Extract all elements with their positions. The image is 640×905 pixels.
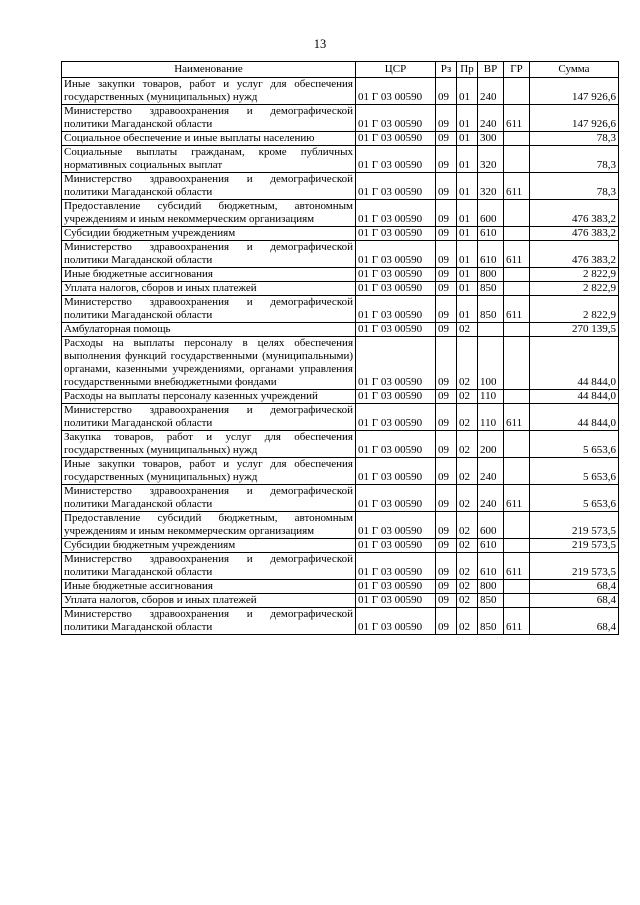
row-gr: 611 xyxy=(504,296,530,323)
table-row xyxy=(62,227,619,241)
row-pr: 02 xyxy=(457,594,478,608)
row-csr: 01 Г 03 00590 xyxy=(356,227,436,241)
row-rz: 09 xyxy=(436,146,457,173)
row-vr: 610 xyxy=(478,539,504,553)
row-vr: 600 xyxy=(478,512,504,539)
table-header-row xyxy=(62,62,619,78)
row-rz: 09 xyxy=(436,431,457,458)
row-vr: 240 xyxy=(478,78,504,105)
table-row xyxy=(62,337,619,390)
table-row xyxy=(62,431,619,458)
row-gr xyxy=(504,431,530,458)
row-gr xyxy=(504,132,530,146)
row-rz: 09 xyxy=(436,173,457,200)
row-sum: 2 822,9 xyxy=(530,282,619,296)
table-row xyxy=(62,241,619,268)
row-rz: 09 xyxy=(436,485,457,512)
table-row xyxy=(62,173,619,200)
row-vr: 610 xyxy=(478,227,504,241)
row-pr: 01 xyxy=(457,173,478,200)
row-gr xyxy=(504,390,530,404)
table-row xyxy=(62,580,619,594)
table-row xyxy=(62,78,619,105)
header-pr: Пр xyxy=(457,62,478,78)
row-name: Министерство здравоохранения и демографической политики Магаданской области xyxy=(62,296,356,323)
row-name: Министерство здравоохранения и демографической политики Магаданской области xyxy=(62,241,356,268)
row-rz: 09 xyxy=(436,296,457,323)
table-row xyxy=(62,553,619,580)
row-rz: 09 xyxy=(436,539,457,553)
row-pr: 02 xyxy=(457,539,478,553)
page-number: 13 xyxy=(313,37,327,51)
row-sum: 2 822,9 xyxy=(530,268,619,282)
row-name: Расходы на выплаты персоналу в целях обеспечения выполнения функций государственными (муниципальными) органами, казенными учреждениями, органами управления государственными внебюджетными фондами xyxy=(62,337,356,390)
row-pr: 02 xyxy=(457,337,478,390)
row-rz: 09 xyxy=(436,323,457,337)
row-name: Министерство здравоохранения и демографической политики Магаданской области xyxy=(62,404,356,431)
row-rz: 09 xyxy=(436,553,457,580)
row-pr: 02 xyxy=(457,390,478,404)
row-sum: 68,4 xyxy=(530,594,619,608)
header-rz: Рз xyxy=(436,62,457,78)
row-sum: 68,4 xyxy=(530,608,619,635)
header-csr: ЦСР xyxy=(356,62,436,78)
row-sum: 147 926,6 xyxy=(530,78,619,105)
row-sum: 78,3 xyxy=(530,132,619,146)
row-gr xyxy=(504,282,530,296)
row-rz: 09 xyxy=(436,78,457,105)
table-row xyxy=(62,458,619,485)
row-rz: 09 xyxy=(436,105,457,132)
row-name: Субсидии бюджетным учреждениям xyxy=(62,539,356,553)
table-row xyxy=(62,485,619,512)
row-name: Министерство здравоохранения и демографической политики Магаданской области xyxy=(62,608,356,635)
row-csr: 01 Г 03 00590 xyxy=(356,78,436,105)
row-gr xyxy=(504,227,530,241)
row-gr: 611 xyxy=(504,404,530,431)
row-csr: 01 Г 03 00590 xyxy=(356,200,436,227)
row-sum: 476 383,2 xyxy=(530,200,619,227)
table-row xyxy=(62,594,619,608)
row-csr: 01 Г 03 00590 xyxy=(356,539,436,553)
row-csr: 01 Г 03 00590 xyxy=(356,146,436,173)
row-gr xyxy=(504,458,530,485)
row-rz: 09 xyxy=(436,132,457,146)
row-sum: 270 139,5 xyxy=(530,323,619,337)
row-csr: 01 Г 03 00590 xyxy=(356,485,436,512)
row-name: Министерство здравоохранения и демографической политики Магаданской области xyxy=(62,553,356,580)
row-pr: 01 xyxy=(457,78,478,105)
row-csr: 01 Г 03 00590 xyxy=(356,512,436,539)
row-gr: 611 xyxy=(504,241,530,268)
table-row xyxy=(62,608,619,635)
row-vr: 240 xyxy=(478,458,504,485)
row-rz: 09 xyxy=(436,404,457,431)
row-name: Закупка товаров, работ и услуг для обеспечения государственных (муниципальных) нужд xyxy=(62,431,356,458)
row-gr: 611 xyxy=(504,105,530,132)
row-gr: 611 xyxy=(504,608,530,635)
row-gr: 611 xyxy=(504,553,530,580)
row-pr: 01 xyxy=(457,296,478,323)
row-csr: 01 Г 03 00590 xyxy=(356,404,436,431)
row-pr: 01 xyxy=(457,282,478,296)
row-rz: 09 xyxy=(436,458,457,485)
row-sum: 219 573,5 xyxy=(530,553,619,580)
row-csr: 01 Г 03 00590 xyxy=(356,105,436,132)
row-vr: 110 xyxy=(478,404,504,431)
budget-table xyxy=(61,61,619,635)
row-csr: 01 Г 03 00590 xyxy=(356,553,436,580)
row-rz: 09 xyxy=(436,608,457,635)
row-gr xyxy=(504,512,530,539)
row-rz: 09 xyxy=(436,282,457,296)
row-pr: 01 xyxy=(457,200,478,227)
row-name: Предоставление субсидий бюджетным, автономным учреждениям и иным некоммерческим организациям xyxy=(62,200,356,227)
row-gr xyxy=(504,200,530,227)
row-gr xyxy=(504,146,530,173)
header-sum: Сумма xyxy=(530,62,619,78)
row-csr: 01 Г 03 00590 xyxy=(356,608,436,635)
row-csr: 01 Г 03 00590 xyxy=(356,390,436,404)
row-name: Уплата налогов, сборов и иных платежей xyxy=(62,282,356,296)
row-csr: 01 Г 03 00590 xyxy=(356,323,436,337)
row-csr: 01 Г 03 00590 xyxy=(356,594,436,608)
row-csr: 01 Г 03 00590 xyxy=(356,132,436,146)
table-row xyxy=(62,390,619,404)
row-vr: 600 xyxy=(478,200,504,227)
table-row xyxy=(62,105,619,132)
row-gr xyxy=(504,78,530,105)
row-name: Министерство здравоохранения и демографической политики Магаданской области xyxy=(62,105,356,132)
row-rz: 09 xyxy=(436,241,457,268)
row-name: Иные бюджетные ассигнования xyxy=(62,580,356,594)
row-csr: 01 Г 03 00590 xyxy=(356,337,436,390)
row-sum: 219 573,5 xyxy=(530,512,619,539)
table-body xyxy=(62,78,619,635)
row-name: Социальное обеспечение и иные выплаты населению xyxy=(62,132,356,146)
row-sum: 2 822,9 xyxy=(530,296,619,323)
row-sum: 219 573,5 xyxy=(530,539,619,553)
row-pr: 01 xyxy=(457,241,478,268)
table-row xyxy=(62,146,619,173)
row-name: Иные закупки товаров, работ и услуг для обеспечения государственных (муниципальных) нужд xyxy=(62,78,356,105)
row-name: Расходы на выплаты персоналу казенных учреждений xyxy=(62,390,356,404)
row-csr: 01 Г 03 00590 xyxy=(356,241,436,268)
table-row xyxy=(62,404,619,431)
row-pr: 02 xyxy=(457,431,478,458)
row-name: Министерство здравоохранения и демографической политики Магаданской области xyxy=(62,485,356,512)
table-row xyxy=(62,132,619,146)
row-pr: 02 xyxy=(457,608,478,635)
row-csr: 01 Г 03 00590 xyxy=(356,431,436,458)
row-pr: 01 xyxy=(457,227,478,241)
row-rz: 09 xyxy=(436,580,457,594)
table-row xyxy=(62,539,619,553)
row-rz: 09 xyxy=(436,227,457,241)
row-name: Иные бюджетные ассигнования xyxy=(62,268,356,282)
row-pr: 01 xyxy=(457,132,478,146)
row-vr: 800 xyxy=(478,268,504,282)
row-csr: 01 Г 03 00590 xyxy=(356,296,436,323)
row-csr: 01 Г 03 00590 xyxy=(356,268,436,282)
row-pr: 02 xyxy=(457,458,478,485)
row-sum: 5 653,6 xyxy=(530,458,619,485)
table-row xyxy=(62,323,619,337)
row-pr: 01 xyxy=(457,146,478,173)
row-rz: 09 xyxy=(436,268,457,282)
header-gr: ГР xyxy=(504,62,530,78)
row-name: Социальные выплаты гражданам, кроме публичных нормативных социальных выплат xyxy=(62,146,356,173)
row-name: Субсидии бюджетным учреждениям xyxy=(62,227,356,241)
row-gr xyxy=(504,268,530,282)
row-sum: 44 844,0 xyxy=(530,390,619,404)
row-vr: 240 xyxy=(478,485,504,512)
row-pr: 02 xyxy=(457,580,478,594)
row-csr: 01 Г 03 00590 xyxy=(356,580,436,594)
row-gr: 611 xyxy=(504,173,530,200)
row-gr: 611 xyxy=(504,485,530,512)
table-row xyxy=(62,282,619,296)
row-vr: 320 xyxy=(478,173,504,200)
row-name: Предоставление субсидий бюджетным, автономным учреждениям и иным некоммерческим организациям xyxy=(62,512,356,539)
row-vr: 850 xyxy=(478,608,504,635)
row-name: Министерство здравоохранения и демографической политики Магаданской области xyxy=(62,173,356,200)
row-pr: 02 xyxy=(457,553,478,580)
row-vr: 850 xyxy=(478,282,504,296)
row-vr: 610 xyxy=(478,241,504,268)
row-vr: 320 xyxy=(478,146,504,173)
header-vr: ВР xyxy=(478,62,504,78)
row-vr: 200 xyxy=(478,431,504,458)
row-csr: 01 Г 03 00590 xyxy=(356,458,436,485)
row-vr: 610 xyxy=(478,553,504,580)
row-gr xyxy=(504,337,530,390)
row-gr xyxy=(504,594,530,608)
row-vr: 100 xyxy=(478,337,504,390)
row-pr: 02 xyxy=(457,404,478,431)
row-name: Уплата налогов, сборов и иных платежей xyxy=(62,594,356,608)
row-csr: 01 Г 03 00590 xyxy=(356,173,436,200)
row-rz: 09 xyxy=(436,594,457,608)
row-sum: 147 926,6 xyxy=(530,105,619,132)
row-rz: 09 xyxy=(436,390,457,404)
header-name: Наименование xyxy=(62,62,356,78)
row-sum: 78,3 xyxy=(530,146,619,173)
row-csr: 01 Г 03 00590 xyxy=(356,282,436,296)
row-sum: 44 844,0 xyxy=(530,404,619,431)
row-sum: 68,4 xyxy=(530,580,619,594)
row-rz: 09 xyxy=(436,200,457,227)
row-sum: 5 653,6 xyxy=(530,485,619,512)
row-vr: 850 xyxy=(478,296,504,323)
row-sum: 476 383,2 xyxy=(530,241,619,268)
row-pr: 01 xyxy=(457,105,478,132)
row-vr: 240 xyxy=(478,105,504,132)
row-gr xyxy=(504,323,530,337)
row-sum: 476 383,2 xyxy=(530,227,619,241)
row-gr xyxy=(504,580,530,594)
row-pr: 02 xyxy=(457,512,478,539)
row-rz: 09 xyxy=(436,337,457,390)
row-sum: 78,3 xyxy=(530,173,619,200)
row-sum: 44 844,0 xyxy=(530,337,619,390)
row-pr: 02 xyxy=(457,485,478,512)
table-row xyxy=(62,268,619,282)
row-pr: 01 xyxy=(457,268,478,282)
row-name: Иные закупки товаров, работ и услуг для обеспечения государственных (муниципальных) нужд xyxy=(62,458,356,485)
table-row xyxy=(62,200,619,227)
table-row xyxy=(62,512,619,539)
row-rz: 09 xyxy=(436,512,457,539)
row-pr: 02 xyxy=(457,323,478,337)
row-vr xyxy=(478,323,504,337)
row-vr: 800 xyxy=(478,580,504,594)
row-name: Амбулаторная помощь xyxy=(62,323,356,337)
row-vr: 850 xyxy=(478,594,504,608)
row-vr: 300 xyxy=(478,132,504,146)
row-vr: 110 xyxy=(478,390,504,404)
row-sum: 5 653,6 xyxy=(530,431,619,458)
table-row xyxy=(62,296,619,323)
row-gr xyxy=(504,539,530,553)
